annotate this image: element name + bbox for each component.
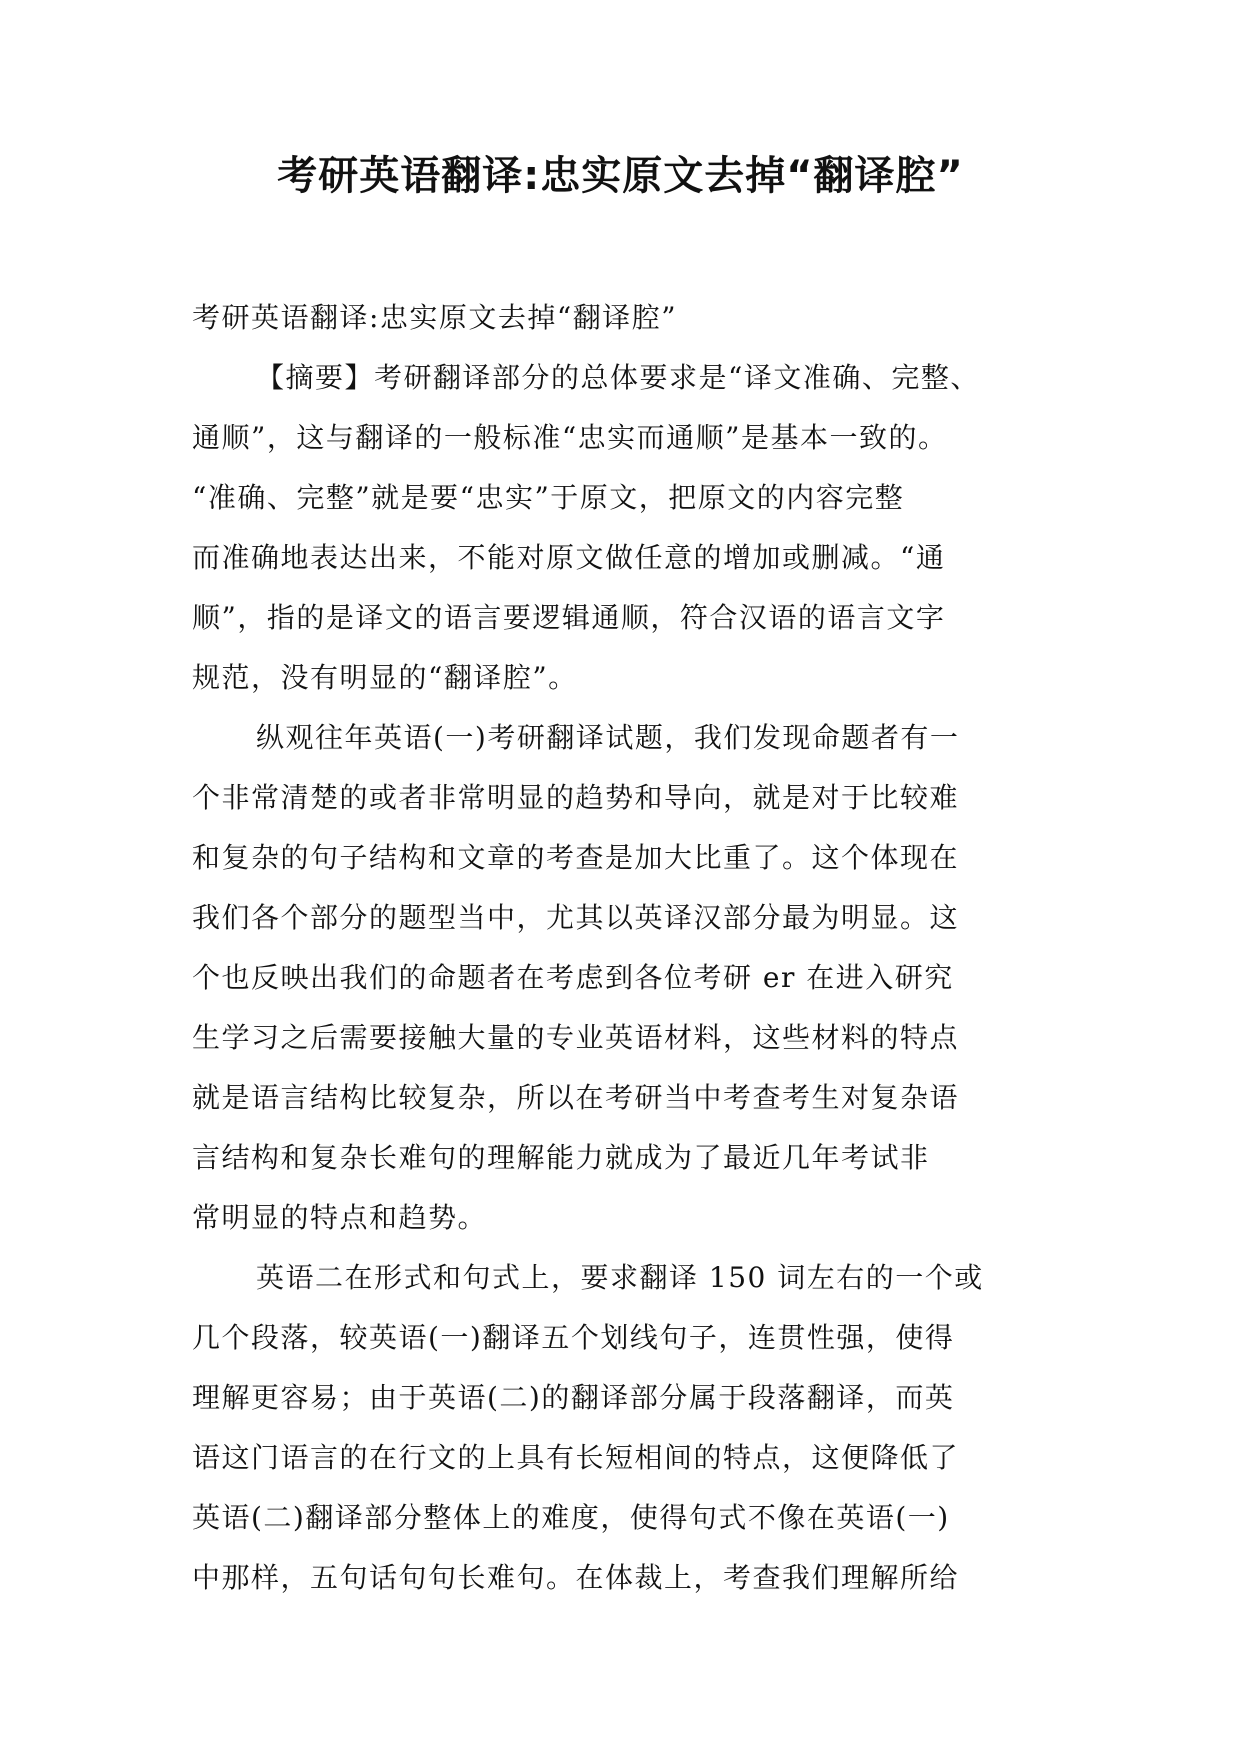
text-line: 理解更容易；由于英语(二)的翻译部分属于段落翻译，而英	[192, 1381, 955, 1414]
text-line: 我们各个部分的题型当中，尤其以英译汉部分最为明显。这	[192, 901, 960, 934]
text-line: 规范，没有明显的“翻译腔”。	[192, 661, 578, 694]
text-line: 而准确地表达出来，不能对原文做任意的增加或删减。“通	[192, 541, 946, 574]
text-line: 个非常清楚的或者非常明显的趋势和导向，就是对于比较难	[192, 781, 960, 814]
text-line: 语这门语言的在行文的上具有长短相间的特点，这便降低了	[192, 1441, 960, 1474]
text-line: 和复杂的句子结构和文章的考查是加大比重了。这个体现在	[192, 841, 960, 874]
text-line: 几个段落，较英语(一)翻译五个划线句子，连贯性强，使得	[192, 1321, 955, 1354]
text-line: 英语(二)翻译部分整体上的难度，使得句式不像在英语(一)	[192, 1501, 950, 1534]
text-line: 纵观往年英语(一)考研翻译试题，我们发现命题者有一	[256, 721, 960, 754]
text-line: 【摘要】考研翻译部分的总体要求是“译文准确、完整、	[256, 361, 980, 394]
text-line: 个也反映出我们的命题者在考虑到各位考研 er 在进入研究	[192, 961, 954, 994]
text-line: 英语二在形式和句式上，要求翻译 150 词左右的一个或	[256, 1261, 984, 1294]
text-line: 中那样，五句话句句长难句。在体裁上，考查我们理解所给	[192, 1561, 960, 1594]
document-body	[192, 288, 1072, 1608]
text-line: 生学习之后需要接触大量的专业英语材料，这些材料的特点	[192, 1021, 960, 1054]
text-line: 顺”，指的是译文的语言要逻辑通顺，符合汉语的语言文字	[192, 601, 946, 634]
document-title: 考研英语翻译:忠实原文去掉“翻译腔”	[277, 153, 964, 199]
text-line: 考研英语翻译:忠实原文去掉“翻译腔”	[192, 301, 678, 334]
text-line: 常明显的特点和趋势。	[192, 1201, 488, 1234]
text-line: “准确、完整”就是要“忠实”于原文，把原文的内容完整	[192, 481, 905, 514]
text-line: 言结构和复杂长难句的理解能力就成为了最近几年考试非	[192, 1141, 930, 1174]
text-line: 通顺”，这与翻译的一般标准“忠实而通顺”是基本一致的。	[192, 421, 948, 454]
text-line: 就是语言结构比较复杂，所以在考研当中考查考生对复杂语	[192, 1081, 960, 1114]
